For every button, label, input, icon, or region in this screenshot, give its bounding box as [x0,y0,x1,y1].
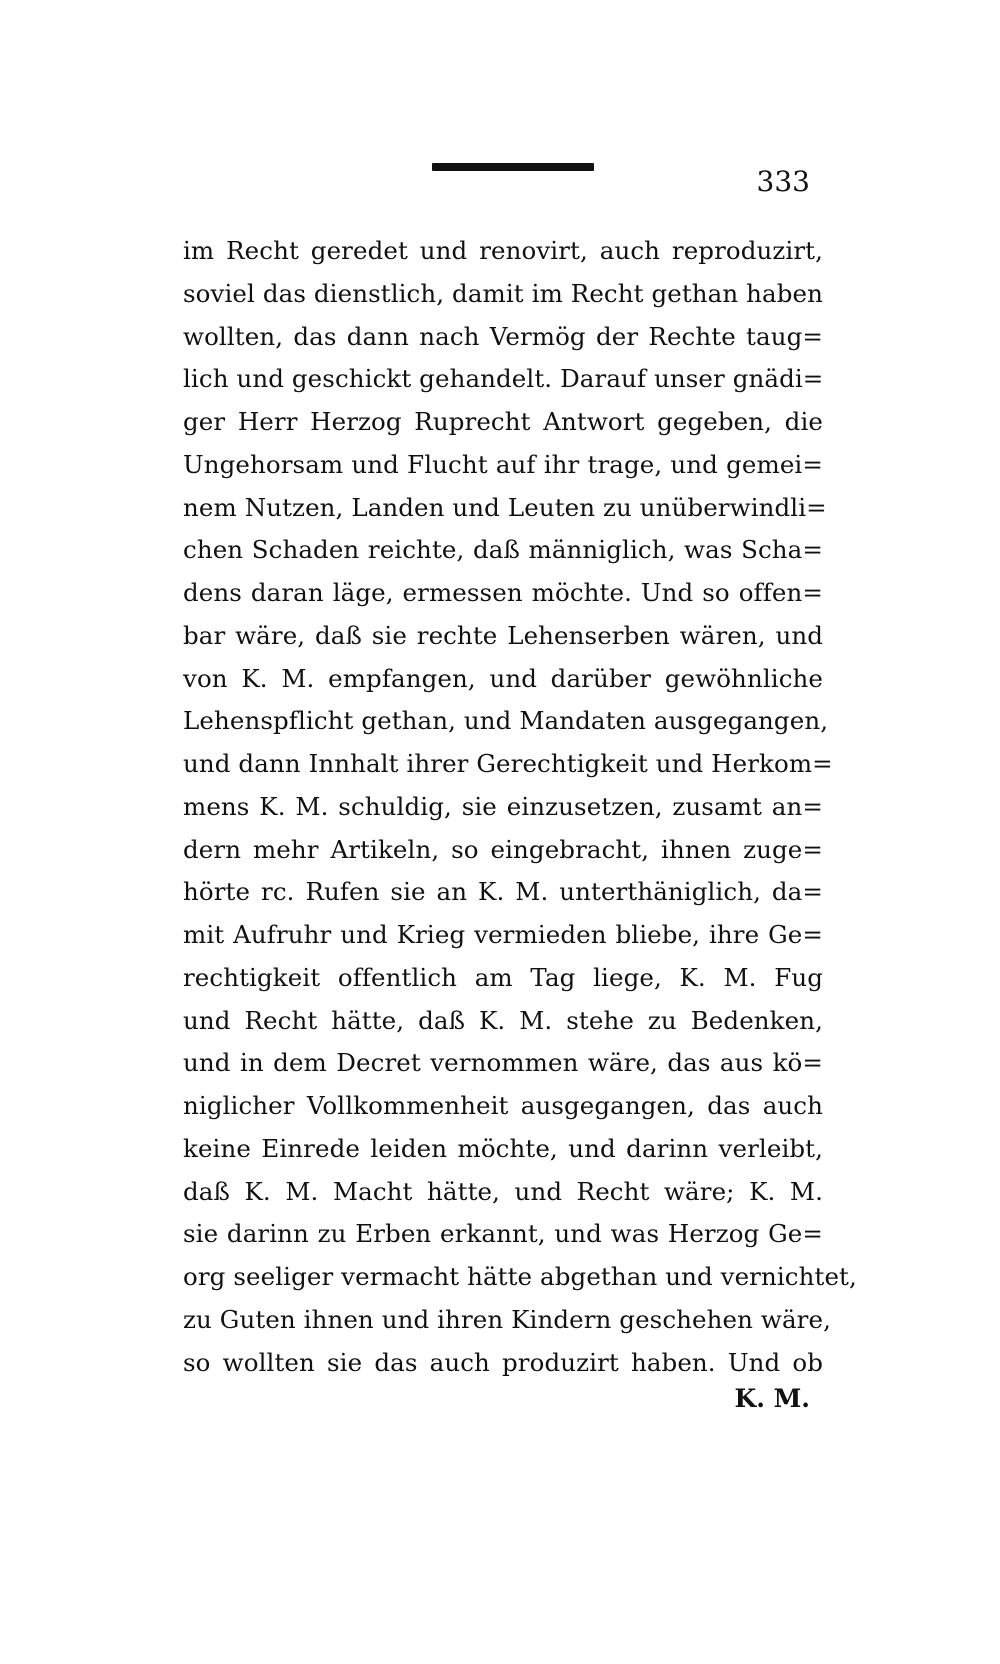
page-number: 333 [756,165,810,198]
text-line: mens K. M. schuldig, sie einzusetzen, zusamt an= [183,791,823,821]
text-line: org seeliger vermacht hätte abgethan und vernichtet, [183,1262,857,1291]
text-line: sie darinn zu Erben erkannt, und was Herzog Ge= [183,1219,823,1249]
text-line: keine Einrede leiden möchte, und darinn verleibt, [183,1133,823,1163]
text-line: hörte rc. Rufen sie an K. M. unterthäniglich, da= [183,877,823,907]
text-line: im Recht geredet und renovirt, auch reproduzirt, [183,236,823,265]
text-line: ger Herr Herzog Ruprecht Antwort gegeben, die [183,407,823,436]
text-line: zu Guten ihnen und ihren Kindern geschehen wäre, [183,1304,831,1334]
text-line: dern mehr Artikeln, so eingebracht, ihnen zuge= [183,834,823,864]
text-line: chen Schaden reichte, daß männiglich, was Scha= [183,535,823,565]
text-line: so wollten sie das auch produzirt haben. Und ob [183,1347,823,1377]
text-line: lich und geschickt gehandelt. Darauf unser gnädi= [183,364,824,394]
header-rule [432,163,594,171]
text-line: nem Nutzen, Landen und Leuten zu unüberwindli= [183,492,827,522]
catchword: K. M. [734,1384,810,1413]
text-line: wollten, das dann nach Vermög der Rechte taug= [183,321,823,351]
text-line: soviel das dienstlich, damit im Recht gethan haben [183,278,823,308]
text-line: mit Aufruhr und Krieg vermieden bliebe, ihre Ge= [183,920,823,949]
text-line: bar wäre, daß sie rechte Lehenserben wären, und [183,620,823,650]
body-text [183,230,857,1384]
text-line: niglicher Vollkommenheit ausgegangen, das auch [183,1091,823,1120]
text-line: dens daran läge, ermessen möchte. Und so offen= [183,578,823,607]
text-line: und Recht hätte, daß K. M. stehe zu Bedenken, [183,1005,823,1035]
text-line: Ungehorsam und Flucht auf ihr trage, und gemei= [183,449,823,479]
text-line: von K. M. empfangen, und darüber gewöhnliche [183,663,823,693]
text-line: und in dem Decret vernommen wäre, das aus kö= [183,1048,823,1078]
text-line: daß K. M. Macht hätte, und Recht wäre; K. M. [183,1176,823,1206]
text-line: Lehenspflicht gethan, und Mandaten ausgegangen, [183,706,829,736]
text-line: rechtigkeit offentlich am Tag liege, K. M. Fug [183,962,823,992]
text-line: und dann Innhalt ihrer Gerechtigkeit und Herkom= [183,749,833,778]
